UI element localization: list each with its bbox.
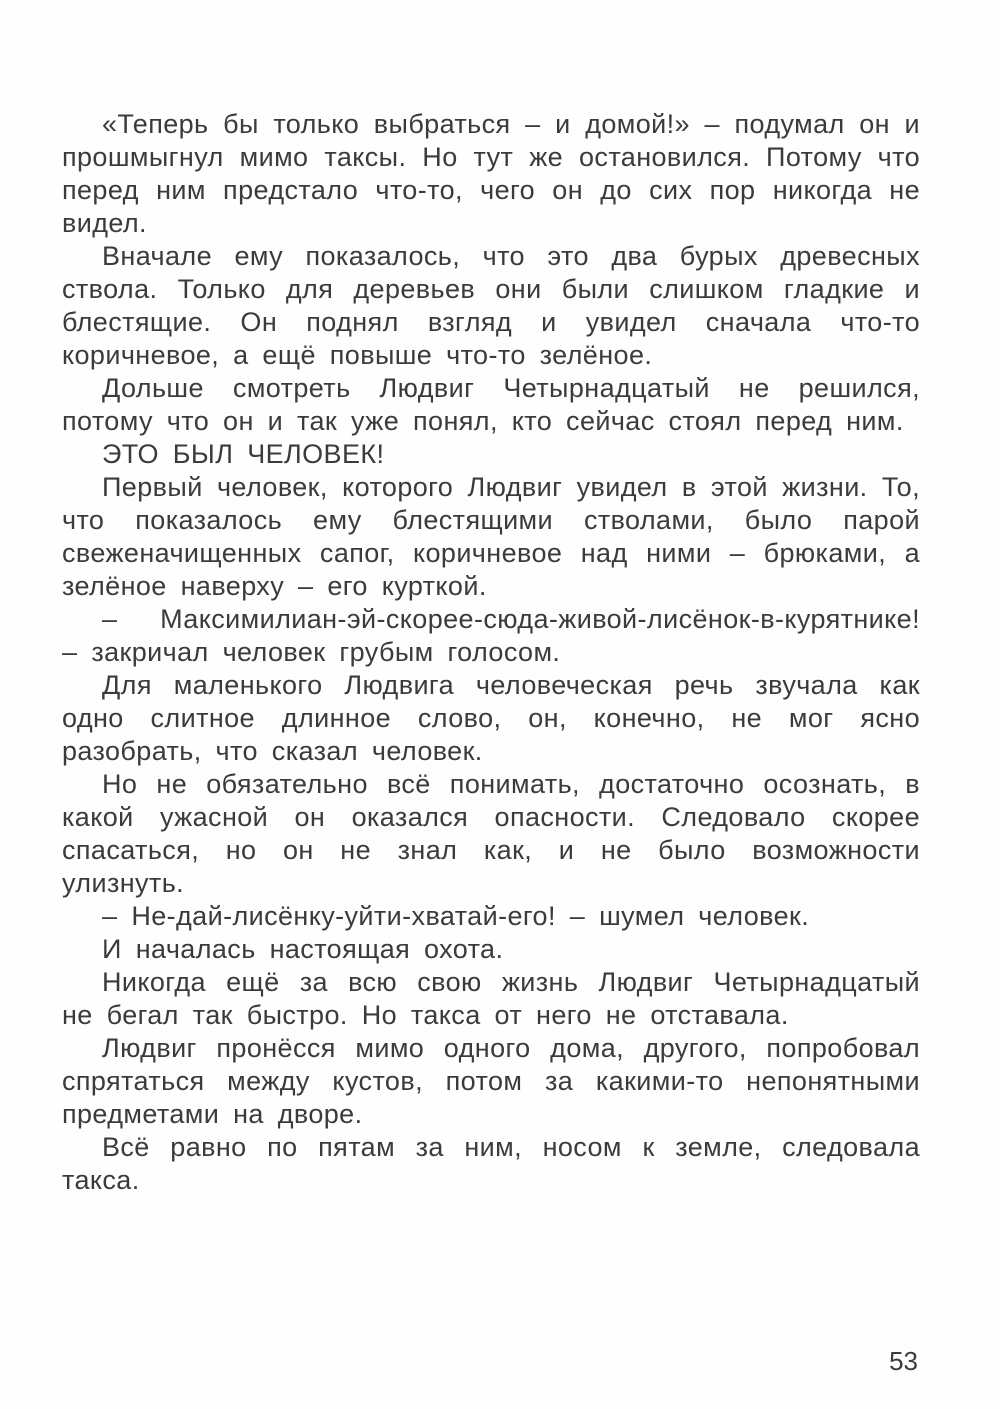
paragraph-3: Дольше смотреть Людвиг Четырнадцатый не решился, потому что он и так уже понял, кто сейчас стоял перед ним. xyxy=(62,373,920,436)
paragraph-8: Но не обязательно всё понимать, достаточно осознать, в какой ужасной он оказался опасности. Следовало скорее спасаться, но он не знал как, и не было возможности улизнуть. xyxy=(62,769,920,898)
body-text xyxy=(62,108,920,1197)
paragraph-9: – Не-дай-лисёнку-уйти-хватай-его! – шумел человек. xyxy=(102,901,810,931)
paragraph-11: Никогда ещё за всю свою жизнь Людвиг Четырнадцатый не бегал так быстро. Но такса от него не отставала. xyxy=(62,967,920,1030)
paragraph-13: Всё равно по пятам за ним, носом к земле, следовала такса. xyxy=(62,1132,920,1195)
paragraph-6: – Максимилиан-эй-скорее-сюда-живой-лисёнок-в-курятнике! – закричал человек грубым голосом. xyxy=(62,604,920,667)
paragraph-10: И началась настоящая охота. xyxy=(102,934,504,964)
paragraph-2: Вначале ему показалось, что это два бурых древесных ствола. Только для деревьев они были слишком гладкие и блестящие. Он поднял взгляд и увидел сначала что-то коричневое, а ещё повыше что-то зелёное. xyxy=(62,241,920,370)
paragraph-1: «Теперь бы только выбраться – и домой!» – подумал он и прошмыгнул мимо таксы. Но тут же остановился. Потому что перед ним предстало что-то, чего он до сих пор никогда не видел. xyxy=(62,109,920,238)
paragraph-4: ЭТО БЫЛ ЧЕЛОВЕК! xyxy=(102,439,385,469)
paragraph-7: Для маленького Людвига человеческая речь звучала как одно слитное длинное слово, он, конечно, не мог ясно разобрать, что сказал человек. xyxy=(62,670,920,766)
paragraph-12: Людвиг пронёсся мимо одного дома, другого, попробовал спрятаться между кустов, потом за какими-то непонятными предметами на дворе. xyxy=(62,1033,920,1129)
paragraph-5: Первый человек, которого Людвиг увидел в этой жизни. То, что показалось ему блестящими стволами, было парой свеженачищенных сапог, коричневое над ними – брюками, а зелёное наверху – его курткой. xyxy=(62,472,920,601)
page-number: 53 xyxy=(889,1346,918,1376)
